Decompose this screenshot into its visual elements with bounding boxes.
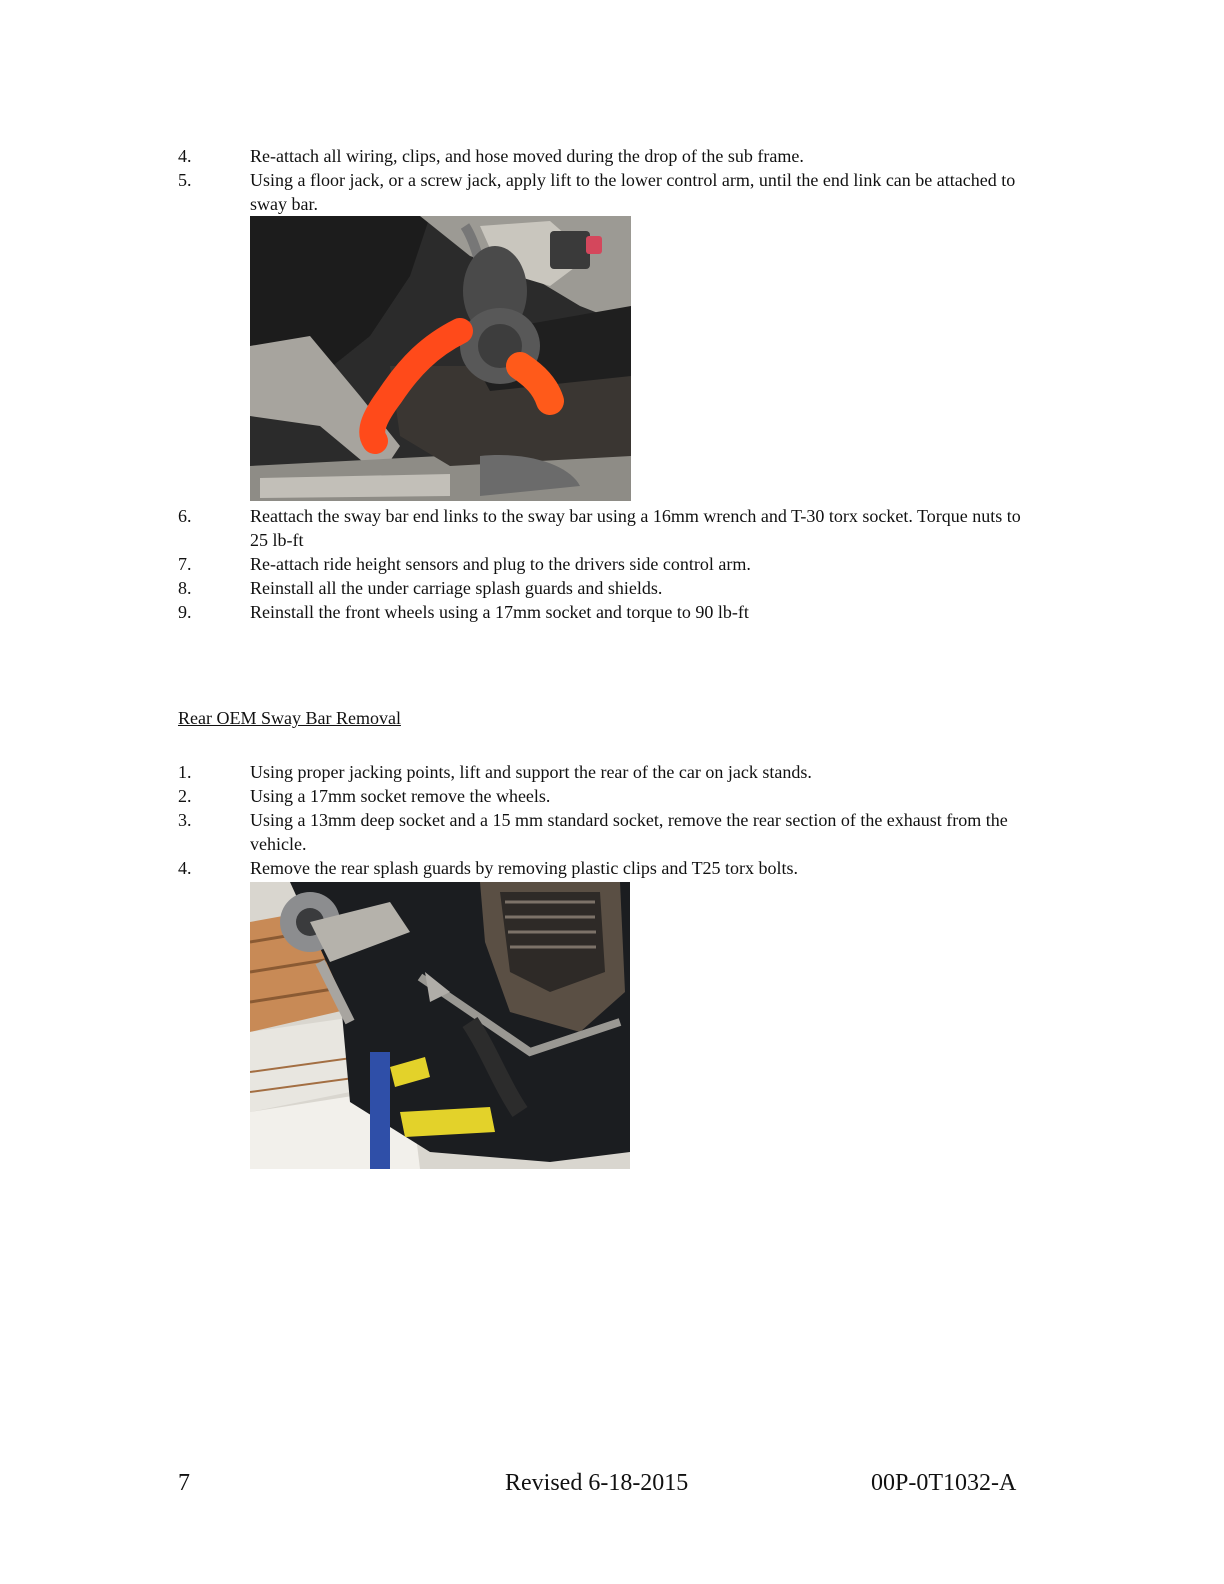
step-number: 1. [178,762,192,782]
instruction-list-rear [178,760,1038,880]
photo-car-underside-on-lift [250,882,630,1169]
list-item [178,576,1038,600]
step-number: 6. [178,506,192,526]
list-item [178,144,1038,168]
step-number: 4. [178,858,192,878]
step-text: Remove the rear splash guards by removing plastic clips and T25 torx bolts. [250,858,799,878]
step-text: Reattach the sway bar end links to the sway bar using a 16mm wrench and T-30 torx socket. Torque nuts to 25 lb-ft [250,506,1021,550]
list-item [178,504,1038,552]
list-item [178,760,1038,784]
step-number: 8. [178,578,192,598]
step-text: Using proper jacking points, lift and support the rear of the car on jack stands. [250,762,812,782]
photo-sway-bar-end-link [250,216,631,501]
list-item [178,600,1038,624]
footer-revised-date: Revised 6-18-2015 [505,1470,689,1496]
step-number: 9. [178,602,192,622]
step-number: 5. [178,170,192,190]
list-item [178,784,1038,808]
footer-page-number: 7 [178,1470,190,1496]
footer-part-number: 00P-0T1032-A [871,1470,1017,1496]
section-heading: Rear OEM Sway Bar Removal [178,708,401,728]
step-text: Re-attach all wiring, clips, and hose moved during the drop of the sub frame. [250,146,804,166]
step-text: Using a 17mm socket remove the wheels. [250,786,551,806]
instruction-list-front [178,144,1038,216]
step-number: 7. [178,554,192,574]
step-number: 4. [178,146,192,166]
instruction-list-front-continued [178,504,1038,624]
step-text: Using a floor jack, or a screw jack, apply lift to the lower control arm, until the end link can be attached to sway bar. [250,170,1016,214]
list-item [178,168,1038,216]
list-item [178,552,1038,576]
list-item [178,808,1038,856]
step-text: Reinstall the front wheels using a 17mm socket and torque to 90 lb-ft [250,602,749,622]
step-text: Reinstall all the under carriage splash guards and shields. [250,578,663,598]
step-text: Re-attach ride height sensors and plug to the drivers side control arm. [250,554,751,574]
step-number: 2. [178,786,192,806]
step-number: 3. [178,810,192,830]
list-item [178,856,1038,880]
step-text: Using a 13mm deep socket and a 15 mm standard socket, remove the rear section of the exhaust from the vehicle. [250,810,1008,854]
